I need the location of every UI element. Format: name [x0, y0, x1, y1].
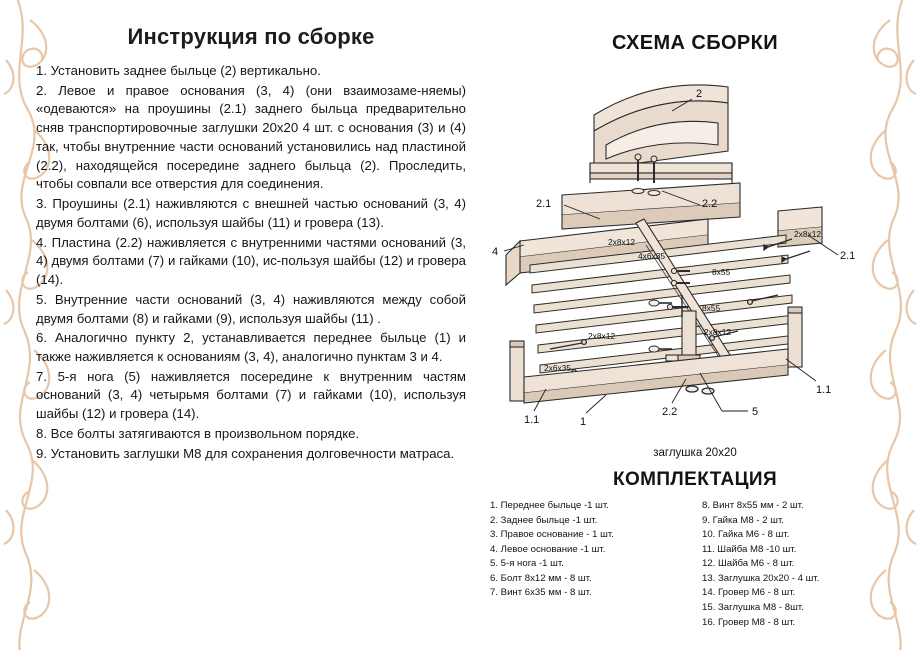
label-2-2-bottom: 2.2 [662, 406, 678, 418]
label-bolt-2x6x35: 2x6x35 [544, 363, 572, 373]
label-bolt-8x55-b: 8x55 [702, 303, 721, 313]
kit-item: 11. Шайба М8 -10 шт. [702, 543, 797, 555]
diagram-caption: заглушка 20x20 [653, 447, 737, 459]
kit-item: 13. Заглушка 20х20 - 4 шт. [702, 572, 820, 584]
instruction-step: 3. Проушины (2.1) наживляются с внешней частью оснований (3, 4) двумя болтами (6), используя шайбы (11) и гровера (13). [36, 196, 466, 230]
kit-item: 2. Заднее быльце -1 шт. [490, 514, 598, 526]
label-2-2-top: 2.2 [702, 198, 718, 210]
kit-item: 6. Болт 8х12 мм - 8 шт. [490, 572, 592, 584]
instruction-steps [36, 62, 466, 463]
kit-item: 14. Гровер М6 - 8 шт. [702, 587, 796, 599]
label-2: 2 [696, 88, 703, 100]
kit-column-left [490, 499, 688, 630]
label-2-1-top: 2.1 [536, 198, 552, 210]
label-5: 5 [752, 406, 759, 418]
page-title: Инструкция по сборке [127, 24, 375, 49]
assembly-diagram [486, 59, 906, 449]
instruction-step: 1. Установить заднее быльце (2) вертикально. [36, 63, 321, 78]
label-4: 4 [492, 246, 499, 258]
instruction-step: 6. Аналогично пункту 2, устанавливается переднее быльце (1) и также наживляется к основаниям (3, 4), аналогично пунктам 3 и 4. [36, 330, 466, 365]
instruction-step: 2. Левое и правое основания (3, 4) (они взаимозаме-няемы) «одеваются» на проушины (2.1) заднего быльца предварительно сняв транспортировочные заглушки 20x20 4 шт. с основания (3) и (4) так, чтобы внутренние части оснований установились над пластиной (2.2), находящейся посередине заднего быльца (2). Проследить, чтобы совпали все отверстия для соединения. [36, 82, 466, 192]
label-1: 1 [580, 416, 587, 428]
instruction-step: 7. 5-я нога (5) наживляется посередине к внутренним частям оснований (3, 4) четырьмя болтами (7) и гайками (10), используя шайбы (12) и гровера (14). [36, 368, 466, 422]
instruction-step: 4. Пластина (2.2) наживляется с внутренними частями оснований (3, 4) двумя болтами (7) и гайками (10), ис-пользуя шайбы (12) и гровера (14). [36, 234, 466, 288]
scheme-title: СХЕМА СБОРКИ [611, 32, 779, 54]
scheme-column [480, 0, 920, 650]
kit-column-right [702, 499, 900, 630]
kit-item: 5. 5-я нога -1 шт. [490, 558, 564, 570]
kit-item: 7. Винт 6х35 мм - 8 шт. [490, 587, 592, 599]
kit-item: 12. Шайба М6 - 8 шт. [702, 558, 795, 570]
kit-item: 3. Правое основание - 1 шт. [490, 529, 614, 541]
label-bolt-2x8x12-a: 2x8x12 [608, 237, 636, 247]
label-1-1-right: 1.1 [816, 384, 832, 396]
instruction-step: 8. Все болты затягиваются в произвольном порядке. [36, 425, 360, 441]
label-bolt-2x8x12-c: 2x8x12 [588, 331, 616, 341]
kit-item: 16. Гровер М8 - 8 шт. [702, 616, 796, 628]
label-1-1-left: 1.1 [524, 414, 540, 426]
instruction-step: 9. Установить заглушки М8 для сохранения долговечности матраса. [36, 445, 455, 461]
diagram-headboard [590, 85, 732, 183]
label-bolt-2x8x12-d: 2x8x12 [704, 327, 732, 337]
kit-list [486, 499, 904, 630]
kit-item: 15. Заглушка М8 - 8шт. [702, 602, 804, 614]
diagram-leg-left [510, 341, 524, 401]
diagram-leg-right [788, 307, 802, 367]
kit-item: 9. Гайка М8 - 2 шт. [702, 514, 784, 526]
kit-item: 4. Левое основание -1 шт. [490, 543, 606, 555]
label-2-1-right: 2.1 [840, 250, 856, 262]
label-bolt-8x55-a: 8x55 [712, 267, 731, 277]
kit-item: 10. Гайка М6 - 8 шт. [702, 529, 790, 541]
label-bolt-2x8x12-b: 2x8x12 [794, 229, 822, 239]
kit-item: 8. Винт 8х55 мм - 2 шт. [702, 500, 804, 511]
instruction-step: 5. Внутренние части оснований (3, 4) наживляются между собой двумя болтами (8) и гайками (9), используя шайбы (11) . [36, 291, 466, 326]
kit-item: 1. Переднее быльце -1 шт. [490, 500, 609, 511]
label-bolt-4x6x35: 4x6x35 [638, 251, 666, 261]
kit-title: КОМПЛЕКТАЦИЯ [612, 469, 778, 490]
